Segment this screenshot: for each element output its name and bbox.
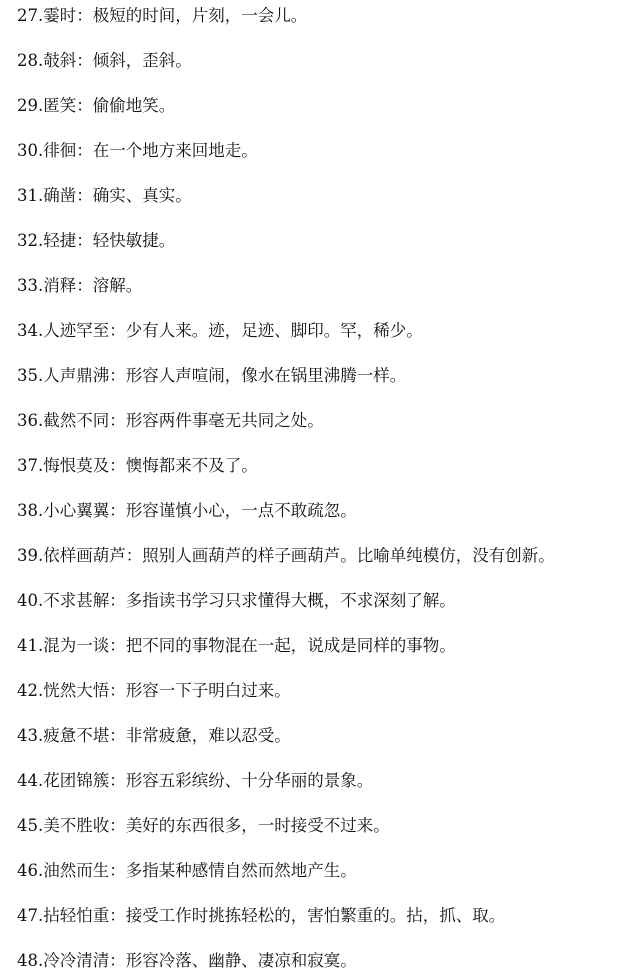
entry-34: 34.人迹罕至：少有人来。迹，足迹、脚印。罕，稀少。 bbox=[17, 321, 423, 340]
entry-41: 41.混为一谈：把不同的事物混在一起，说成是同样的事物。 bbox=[17, 636, 456, 655]
entry-30: 30.徘徊：在一个地方来回地走。 bbox=[17, 141, 258, 160]
entry-39: 39.依样画葫芦：照别人画葫芦的样子画葫芦。比喻单纯模仿，没有创新。 bbox=[17, 546, 555, 565]
entry-33: 33.消释：溶解。 bbox=[17, 276, 143, 295]
entry-48: 48.冷冷清清：形容冷落、幽静、凄凉和寂寞。 bbox=[17, 951, 357, 970]
entry-45: 45.美不胜收：美好的东西很多，一时接受不过来。 bbox=[17, 816, 390, 835]
entry-46: 46.油然而生：多指某种感情自然而然地产生。 bbox=[17, 861, 357, 880]
entry-38: 38.小心翼翼：形容谨慎小心，一点不敢疏忽。 bbox=[17, 501, 357, 520]
entry-47: 47.拈轻怕重：接受工作时挑拣轻松的，害怕繁重的。拈，抓、取。 bbox=[17, 906, 506, 925]
entry-37: 37.悔恨莫及：懊悔都来不及了。 bbox=[17, 456, 258, 475]
entry-42: 42.恍然大悟：形容一下子明白过来。 bbox=[17, 681, 291, 700]
entry-35: 35.人声鼎沸：形容人声喧闹，像水在锅里沸腾一样。 bbox=[17, 366, 407, 385]
entry-43: 43.疲惫不堪：非常疲惫，难以忍受。 bbox=[17, 726, 291, 745]
entry-28: 28.攲斜：倾斜，歪斜。 bbox=[17, 51, 192, 70]
entry-36: 36.截然不同：形容两件事毫无共同之处。 bbox=[17, 411, 324, 430]
entry-29: 29.匿笑：偷偷地笑。 bbox=[17, 96, 176, 115]
entry-44: 44.花团锦簇：形容五彩缤纷、十分华丽的景象。 bbox=[17, 771, 374, 790]
entry-31: 31.确凿：确实、真实。 bbox=[17, 186, 192, 205]
entry-40: 40.不求甚解：多指读书学习只求懂得大概，不求深刻了解。 bbox=[17, 591, 456, 610]
entry-27: 27.霎时：极短的时间，片刻，一会儿。 bbox=[17, 6, 308, 25]
entry-32: 32.轻捷：轻快敏捷。 bbox=[17, 231, 176, 250]
